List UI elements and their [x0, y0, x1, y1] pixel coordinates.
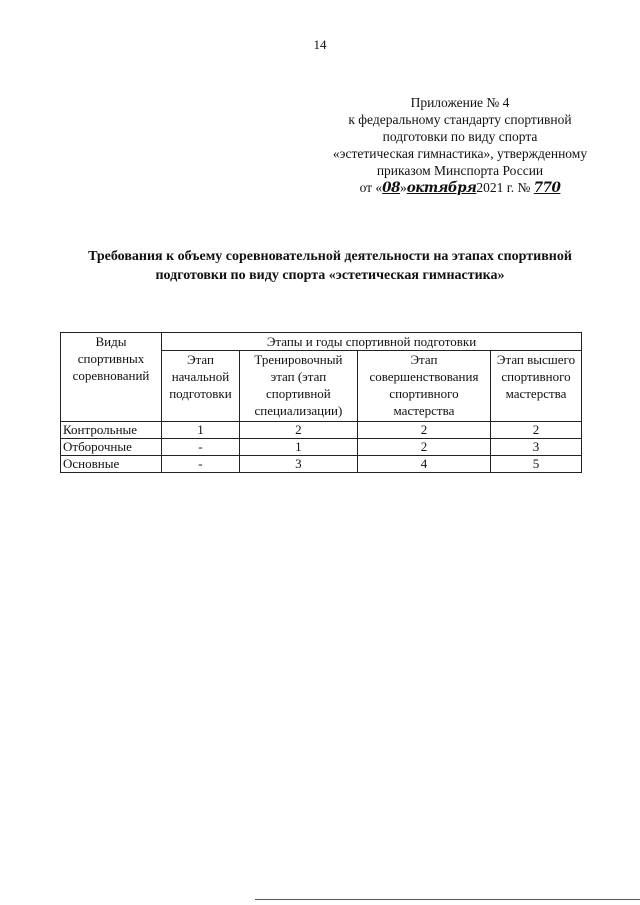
- competition-types-header: Виды спортивных соревнований: [61, 333, 162, 422]
- stages-group-header: Этапы и годы спортивной подготовки: [162, 333, 582, 351]
- table-row: [61, 439, 582, 456]
- table-cell: 2: [491, 422, 582, 439]
- table-cell: 4: [357, 456, 490, 473]
- row-label: Основные: [61, 456, 162, 473]
- table-cell: 2: [357, 422, 490, 439]
- appendix-line-2: подготовки по виду спорта: [382, 129, 538, 144]
- scan-edge-line: [255, 899, 640, 900]
- order-prefix: от «: [359, 180, 383, 195]
- order-year: 2021 г. №: [476, 180, 531, 195]
- row-label: Контрольные: [61, 422, 162, 439]
- table-row: [61, 422, 582, 439]
- table-cell: 1: [239, 439, 357, 456]
- table-cell: 1: [162, 422, 240, 439]
- stage-header-improvement: Этап совершенствования спортивного мастерства: [357, 351, 490, 422]
- table-cell: -: [162, 439, 240, 456]
- stage-header-initial: Этап начальной подготовки: [162, 351, 240, 422]
- requirements-table: [60, 332, 582, 473]
- table-cell: 2: [239, 422, 357, 439]
- order-mid: »: [399, 180, 407, 195]
- table-cell: 2: [357, 439, 490, 456]
- order-month: октября: [406, 180, 477, 196]
- appendix-title: Приложение № 4: [410, 95, 510, 110]
- appendix-header: [300, 94, 620, 197]
- table-cell: 5: [491, 456, 582, 473]
- table-row: [61, 456, 582, 473]
- stage-header-training: Тренировочный этап (этап спортивной специализации): [239, 351, 357, 422]
- appendix-line-3: «эстетическая гимнастика», утвержденному: [332, 146, 588, 161]
- table-cell: 3: [491, 439, 582, 456]
- stage-header-highest: Этап высшего спортивного мастерства: [491, 351, 582, 422]
- row-label: Отборочные: [61, 439, 162, 456]
- order-date-line: [300, 179, 620, 197]
- table-cell: -: [162, 456, 240, 473]
- document-title: Требования к объему соревновательной деятельности на этапах спортивной подготовки по виду спорта «эстетическая гимнастика»: [88, 249, 572, 283]
- order-number: 770: [533, 180, 561, 196]
- table-cell: 3: [239, 456, 357, 473]
- appendix-line-1: к федеральному стандарту спортивной: [348, 112, 572, 127]
- appendix-line-4: приказом Минспорта России: [376, 163, 544, 178]
- page-number: 14: [313, 37, 327, 52]
- order-day: 08: [382, 180, 400, 196]
